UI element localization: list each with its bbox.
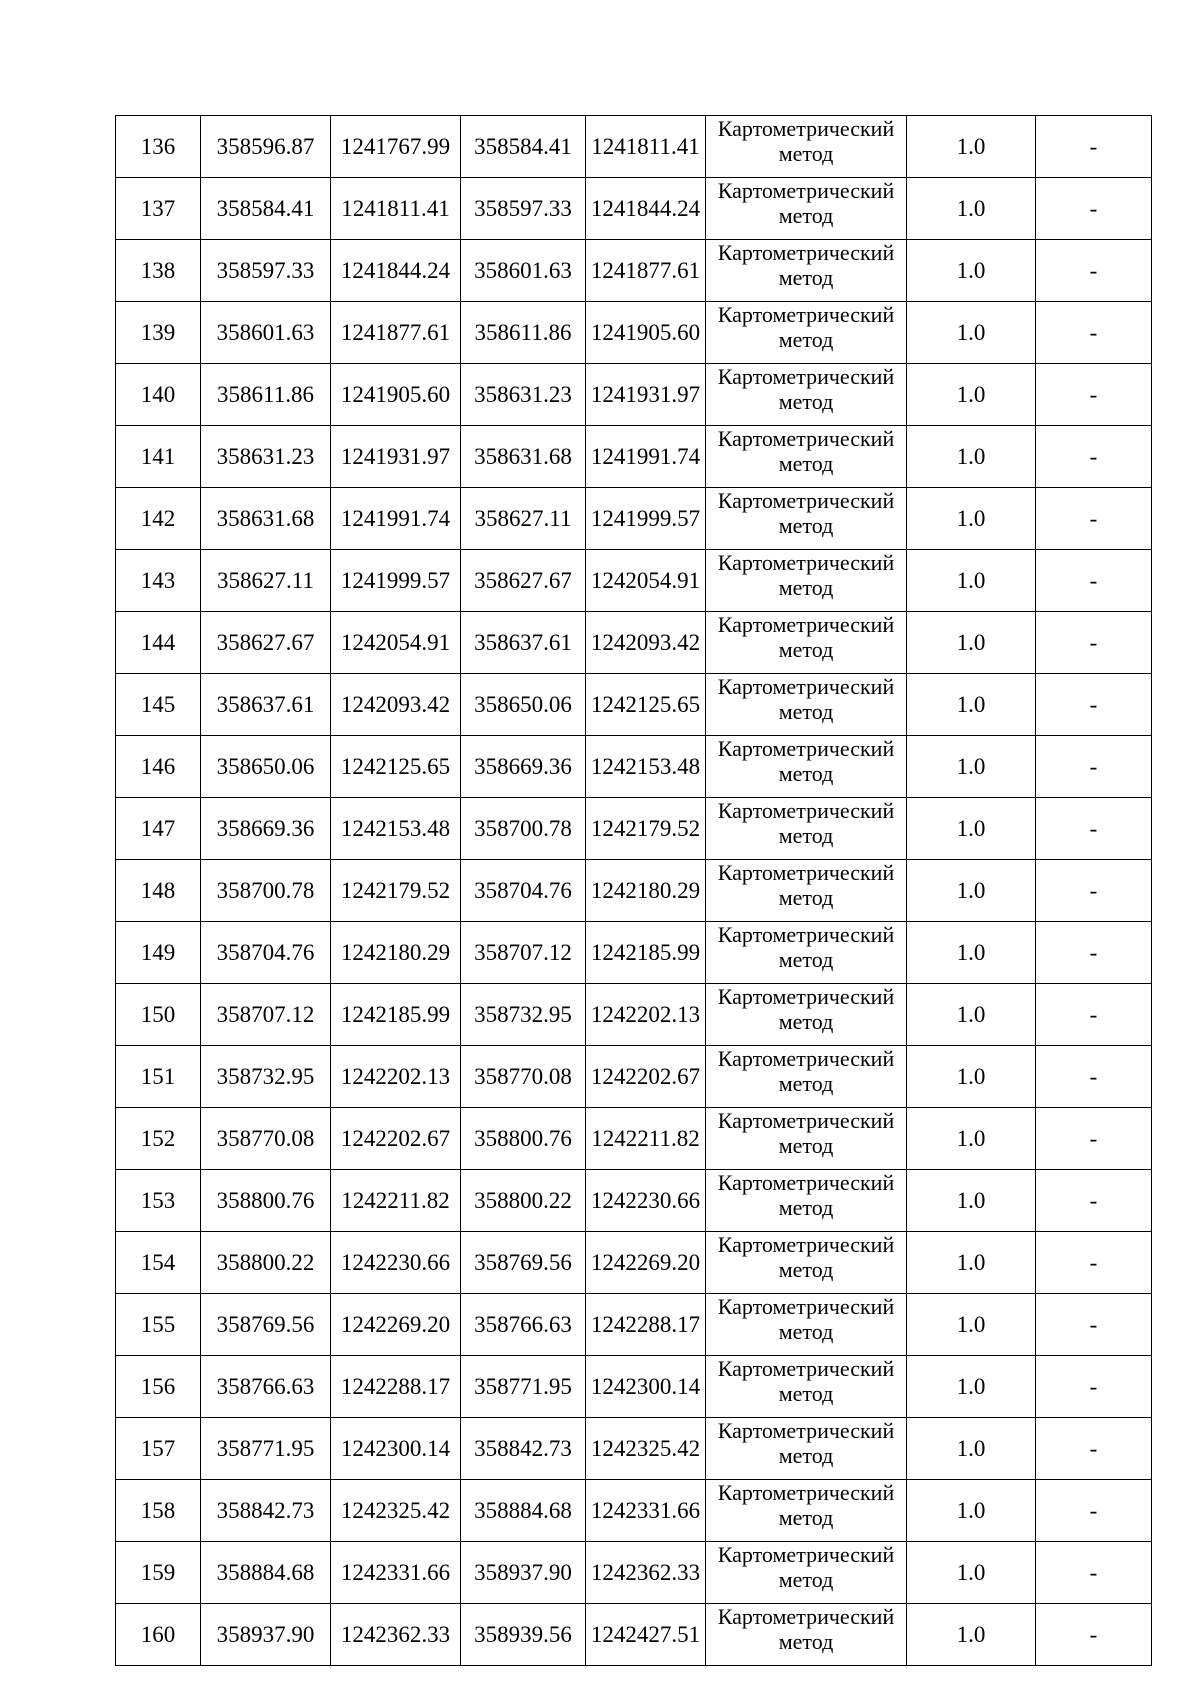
cell-point-number: 159: [116, 1542, 201, 1604]
method-line-1: Картометрический: [717, 1294, 895, 1319]
cell-method: [706, 426, 907, 488]
method-line-1: Картометрический: [717, 116, 895, 141]
method-line-2: метод: [778, 1443, 834, 1468]
cell-method: [706, 674, 907, 736]
cell-y-end: 1241811.41: [586, 116, 706, 178]
cell-y-end: 1241877.61: [586, 240, 706, 302]
cell-point-number: 139: [116, 302, 201, 364]
cell-x-end: 358637.61: [461, 612, 586, 674]
cell-x-start: 358631.68: [201, 488, 331, 550]
cell-note: -: [1036, 178, 1152, 240]
cell-precision: 1.0: [907, 426, 1036, 488]
cell-y-end: 1242288.17: [586, 1294, 706, 1356]
method-line-2: метод: [778, 203, 834, 228]
table-row: [116, 922, 1152, 984]
cell-note: -: [1036, 1170, 1152, 1232]
cell-point-number: 140: [116, 364, 201, 426]
cell-y-start: 1242125.65: [331, 736, 461, 798]
cell-x-start: 358650.06: [201, 736, 331, 798]
cell-x-end: 358597.33: [461, 178, 586, 240]
method-line-2: метод: [778, 1629, 834, 1654]
method-line-2: метод: [778, 1505, 834, 1530]
method-line-1: Картометрический: [717, 1170, 895, 1195]
table-row: [116, 612, 1152, 674]
cell-x-start: 358884.68: [201, 1542, 331, 1604]
cell-y-end: 1242202.13: [586, 984, 706, 1046]
cell-method: [706, 612, 907, 674]
cell-x-start: 358771.95: [201, 1418, 331, 1480]
method-line-1: Картометрический: [717, 426, 895, 451]
cell-x-end: 358771.95: [461, 1356, 586, 1418]
cell-y-start: 1242180.29: [331, 922, 461, 984]
cell-method: [706, 1170, 907, 1232]
method-line-2: метод: [778, 513, 834, 538]
method-line-2: метод: [778, 1257, 834, 1282]
cell-note: -: [1036, 1418, 1152, 1480]
cell-note: -: [1036, 674, 1152, 736]
cell-x-end: 358650.06: [461, 674, 586, 736]
method-line-2: метод: [778, 823, 834, 848]
method-line-1: Картометрический: [717, 1232, 895, 1257]
cell-y-start: 1242202.13: [331, 1046, 461, 1108]
cell-point-number: 148: [116, 860, 201, 922]
cell-x-start: 358637.61: [201, 674, 331, 736]
cell-method: [706, 550, 907, 612]
cell-y-end: 1241999.57: [586, 488, 706, 550]
cell-method: [706, 302, 907, 364]
cell-precision: 1.0: [907, 736, 1036, 798]
cell-method: [706, 178, 907, 240]
cell-y-start: 1241999.57: [331, 550, 461, 612]
cell-y-end: 1242180.29: [586, 860, 706, 922]
table-row: [116, 1170, 1152, 1232]
table-row: [116, 426, 1152, 488]
table-row: [116, 674, 1152, 736]
cell-precision: 1.0: [907, 1356, 1036, 1418]
cell-x-end: 358631.23: [461, 364, 586, 426]
cell-point-number: 146: [116, 736, 201, 798]
cell-note: -: [1036, 736, 1152, 798]
table-row: [116, 1294, 1152, 1356]
cell-x-start: 358707.12: [201, 984, 331, 1046]
method-line-2: метод: [778, 699, 834, 724]
cell-x-end: 358601.63: [461, 240, 586, 302]
cell-method: [706, 1604, 907, 1666]
cell-y-start: 1242362.33: [331, 1604, 461, 1666]
cell-point-number: 142: [116, 488, 201, 550]
method-line-1: Картометрический: [717, 178, 895, 203]
method-line-2: метод: [778, 575, 834, 600]
cell-method: [706, 984, 907, 1046]
cell-precision: 1.0: [907, 984, 1036, 1046]
method-line-2: метод: [778, 141, 834, 166]
cell-method: [706, 798, 907, 860]
cell-y-end: 1242300.14: [586, 1356, 706, 1418]
cell-note: -: [1036, 1542, 1152, 1604]
method-line-1: Картометрический: [717, 1356, 895, 1381]
cell-note: -: [1036, 1604, 1152, 1666]
method-line-1: Картометрический: [717, 240, 895, 265]
cell-point-number: 150: [116, 984, 201, 1046]
table-row: [116, 984, 1152, 1046]
cell-y-end: 1242331.66: [586, 1480, 706, 1542]
cell-x-start: 358800.22: [201, 1232, 331, 1294]
method-line-1: Картометрический: [717, 302, 895, 327]
cell-point-number: 145: [116, 674, 201, 736]
cell-y-end: 1242093.42: [586, 612, 706, 674]
cell-note: -: [1036, 1480, 1152, 1542]
cell-y-end: 1242362.33: [586, 1542, 706, 1604]
method-line-1: Картометрический: [717, 674, 895, 699]
cell-x-start: 358631.23: [201, 426, 331, 488]
cell-method: [706, 1480, 907, 1542]
cell-point-number: 141: [116, 426, 201, 488]
cell-precision: 1.0: [907, 1542, 1036, 1604]
cell-note: -: [1036, 1356, 1152, 1418]
cell-y-end: 1242125.65: [586, 674, 706, 736]
cell-point-number: 151: [116, 1046, 201, 1108]
method-line-2: метод: [778, 1009, 834, 1034]
method-line-2: метод: [778, 451, 834, 476]
cell-y-end: 1241991.74: [586, 426, 706, 488]
method-line-1: Картометрический: [717, 1604, 895, 1629]
method-line-1: Картометрический: [717, 1418, 895, 1443]
method-line-2: метод: [778, 389, 834, 414]
cell-note: -: [1036, 1108, 1152, 1170]
cell-x-end: 358766.63: [461, 1294, 586, 1356]
cell-note: -: [1036, 302, 1152, 364]
cell-precision: 1.0: [907, 1418, 1036, 1480]
cell-note: -: [1036, 364, 1152, 426]
cell-y-end: 1242179.52: [586, 798, 706, 860]
cell-precision: 1.0: [907, 1294, 1036, 1356]
method-line-2: метод: [778, 1195, 834, 1220]
cell-method: [706, 860, 907, 922]
cell-point-number: 156: [116, 1356, 201, 1418]
table-body: [116, 116, 1152, 1666]
cell-note: -: [1036, 1046, 1152, 1108]
method-line-1: Картометрический: [717, 860, 895, 885]
cell-y-start: 1241844.24: [331, 240, 461, 302]
method-line-2: метод: [778, 1133, 834, 1158]
cell-x-end: 358631.68: [461, 426, 586, 488]
cell-x-end: 358800.76: [461, 1108, 586, 1170]
method-line-1: Картометрический: [717, 364, 895, 389]
cell-y-start: 1242269.20: [331, 1294, 461, 1356]
cell-point-number: 154: [116, 1232, 201, 1294]
method-line-1: Картометрический: [717, 798, 895, 823]
method-line-1: Картометрический: [717, 984, 895, 1009]
cell-precision: 1.0: [907, 178, 1036, 240]
cell-y-start: 1242288.17: [331, 1356, 461, 1418]
cell-x-start: 358584.41: [201, 178, 331, 240]
method-line-2: метод: [778, 327, 834, 352]
cell-y-end: 1242325.42: [586, 1418, 706, 1480]
cell-y-end: 1242185.99: [586, 922, 706, 984]
method-line-1: Картометрический: [717, 550, 895, 575]
cell-note: -: [1036, 1294, 1152, 1356]
cell-precision: 1.0: [907, 1108, 1036, 1170]
cell-x-end: 358584.41: [461, 116, 586, 178]
cell-point-number: 152: [116, 1108, 201, 1170]
method-line-2: метод: [778, 1071, 834, 1096]
cell-x-start: 358669.36: [201, 798, 331, 860]
cell-x-end: 358770.08: [461, 1046, 586, 1108]
cell-note: -: [1036, 488, 1152, 550]
cell-x-end: 358669.36: [461, 736, 586, 798]
cell-x-end: 358704.76: [461, 860, 586, 922]
table-row: [116, 736, 1152, 798]
cell-x-end: 358627.11: [461, 488, 586, 550]
method-line-2: метод: [778, 1319, 834, 1344]
cell-precision: 1.0: [907, 1480, 1036, 1542]
cell-x-end: 358627.67: [461, 550, 586, 612]
table-row: [116, 1604, 1152, 1666]
cell-y-start: 1241931.97: [331, 426, 461, 488]
cell-note: -: [1036, 426, 1152, 488]
table-row: [116, 240, 1152, 302]
cell-method: [706, 1542, 907, 1604]
cell-y-start: 1242093.42: [331, 674, 461, 736]
cell-precision: 1.0: [907, 798, 1036, 860]
cell-note: -: [1036, 798, 1152, 860]
cell-y-start: 1242179.52: [331, 860, 461, 922]
cell-y-start: 1242325.42: [331, 1480, 461, 1542]
table-row: [116, 1232, 1152, 1294]
cell-x-end: 358769.56: [461, 1232, 586, 1294]
cell-y-end: 1241844.24: [586, 178, 706, 240]
cell-precision: 1.0: [907, 860, 1036, 922]
cell-point-number: 136: [116, 116, 201, 178]
cell-y-start: 1241905.60: [331, 364, 461, 426]
cell-note: -: [1036, 612, 1152, 674]
table-row: [116, 1108, 1152, 1170]
table-row: [116, 1356, 1152, 1418]
cell-y-end: 1242269.20: [586, 1232, 706, 1294]
cell-x-start: 358700.78: [201, 860, 331, 922]
table-row: [116, 302, 1152, 364]
cell-note: -: [1036, 1232, 1152, 1294]
cell-y-start: 1242331.66: [331, 1542, 461, 1604]
method-line-2: метод: [778, 885, 834, 910]
cell-precision: 1.0: [907, 364, 1036, 426]
cell-x-start: 358732.95: [201, 1046, 331, 1108]
cell-note: -: [1036, 984, 1152, 1046]
cell-point-number: 137: [116, 178, 201, 240]
cell-y-end: 1242153.48: [586, 736, 706, 798]
cell-point-number: 158: [116, 1480, 201, 1542]
cell-method: [706, 736, 907, 798]
cell-x-start: 358766.63: [201, 1356, 331, 1418]
cell-y-start: 1241991.74: [331, 488, 461, 550]
method-line-2: метод: [778, 761, 834, 786]
cell-x-end: 358707.12: [461, 922, 586, 984]
method-line-1: Картометрический: [717, 1542, 895, 1567]
cell-y-start: 1241811.41: [331, 178, 461, 240]
cell-method: [706, 116, 907, 178]
cell-x-start: 358704.76: [201, 922, 331, 984]
cell-precision: 1.0: [907, 612, 1036, 674]
cell-precision: 1.0: [907, 550, 1036, 612]
table-row: [116, 1418, 1152, 1480]
cell-y-start: 1242153.48: [331, 798, 461, 860]
cell-point-number: 138: [116, 240, 201, 302]
method-line-1: Картометрический: [717, 1480, 895, 1505]
cell-y-start: 1241767.99: [331, 116, 461, 178]
cell-x-end: 358732.95: [461, 984, 586, 1046]
cell-method: [706, 922, 907, 984]
cell-point-number: 144: [116, 612, 201, 674]
cell-precision: 1.0: [907, 1232, 1036, 1294]
cell-precision: 1.0: [907, 674, 1036, 736]
cell-point-number: 147: [116, 798, 201, 860]
method-line-1: Картометрический: [717, 922, 895, 947]
cell-y-end: 1242427.51: [586, 1604, 706, 1666]
cell-method: [706, 1232, 907, 1294]
cell-precision: 1.0: [907, 302, 1036, 364]
cell-x-start: 358937.90: [201, 1604, 331, 1666]
cell-y-start: 1242202.67: [331, 1108, 461, 1170]
method-line-1: Картометрический: [717, 1108, 895, 1133]
cell-point-number: 155: [116, 1294, 201, 1356]
cell-y-start: 1242185.99: [331, 984, 461, 1046]
cell-x-end: 358800.22: [461, 1170, 586, 1232]
cell-x-end: 358939.56: [461, 1604, 586, 1666]
cell-method: [706, 1108, 907, 1170]
cell-method: [706, 1418, 907, 1480]
table-row: [116, 116, 1152, 178]
method-line-1: Картометрический: [717, 1046, 895, 1071]
cell-y-start: 1242230.66: [331, 1232, 461, 1294]
cell-y-end: 1241931.97: [586, 364, 706, 426]
cell-precision: 1.0: [907, 116, 1036, 178]
table-row: [116, 364, 1152, 426]
table-row: [116, 1480, 1152, 1542]
cell-x-end: 358842.73: [461, 1418, 586, 1480]
cell-point-number: 153: [116, 1170, 201, 1232]
cell-point-number: 160: [116, 1604, 201, 1666]
table-row: [116, 488, 1152, 550]
cell-precision: 1.0: [907, 488, 1036, 550]
cell-y-end: 1242211.82: [586, 1108, 706, 1170]
method-line-2: метод: [778, 947, 834, 972]
cell-x-start: 358597.33: [201, 240, 331, 302]
cell-x-end: 358700.78: [461, 798, 586, 860]
method-line-1: Картометрический: [717, 488, 895, 513]
method-line-1: Картометрический: [717, 736, 895, 761]
cell-x-start: 358800.76: [201, 1170, 331, 1232]
cell-method: [706, 364, 907, 426]
table-row: [116, 1542, 1152, 1604]
method-line-1: Картометрический: [717, 612, 895, 637]
cell-x-start: 358627.11: [201, 550, 331, 612]
table-row: [116, 860, 1152, 922]
cell-x-start: 358627.67: [201, 612, 331, 674]
cell-note: -: [1036, 116, 1152, 178]
cell-x-start: 358601.63: [201, 302, 331, 364]
table-row: [116, 1046, 1152, 1108]
cell-y-start: 1241877.61: [331, 302, 461, 364]
cell-y-start: 1242211.82: [331, 1170, 461, 1232]
coordinates-table: [115, 115, 1152, 1666]
cell-x-end: 358611.86: [461, 302, 586, 364]
cell-note: -: [1036, 240, 1152, 302]
cell-y-end: 1242202.67: [586, 1046, 706, 1108]
cell-precision: 1.0: [907, 240, 1036, 302]
cell-point-number: 149: [116, 922, 201, 984]
cell-precision: 1.0: [907, 1046, 1036, 1108]
method-line-2: метод: [778, 1567, 834, 1592]
cell-x-start: 358611.86: [201, 364, 331, 426]
cell-precision: 1.0: [907, 1604, 1036, 1666]
cell-y-start: 1242300.14: [331, 1418, 461, 1480]
table-row: [116, 550, 1152, 612]
cell-x-start: 358769.56: [201, 1294, 331, 1356]
cell-point-number: 157: [116, 1418, 201, 1480]
cell-method: [706, 240, 907, 302]
cell-y-end: 1242230.66: [586, 1170, 706, 1232]
cell-y-end: 1242054.91: [586, 550, 706, 612]
cell-note: -: [1036, 860, 1152, 922]
cell-y-start: 1242054.91: [331, 612, 461, 674]
cell-point-number: 143: [116, 550, 201, 612]
cell-method: [706, 488, 907, 550]
cell-x-end: 358937.90: [461, 1542, 586, 1604]
cell-precision: 1.0: [907, 1170, 1036, 1232]
cell-method: [706, 1294, 907, 1356]
cell-y-end: 1241905.60: [586, 302, 706, 364]
method-line-2: метод: [778, 1381, 834, 1406]
cell-note: -: [1036, 922, 1152, 984]
cell-method: [706, 1356, 907, 1418]
method-line-2: метод: [778, 265, 834, 290]
table-row: [116, 178, 1152, 240]
table-row: [116, 798, 1152, 860]
cell-method: [706, 1046, 907, 1108]
cell-note: -: [1036, 550, 1152, 612]
cell-x-start: 358770.08: [201, 1108, 331, 1170]
cell-x-start: 358596.87: [201, 116, 331, 178]
cell-x-start: 358842.73: [201, 1480, 331, 1542]
method-line-2: метод: [778, 637, 834, 662]
cell-x-end: 358884.68: [461, 1480, 586, 1542]
cell-precision: 1.0: [907, 922, 1036, 984]
